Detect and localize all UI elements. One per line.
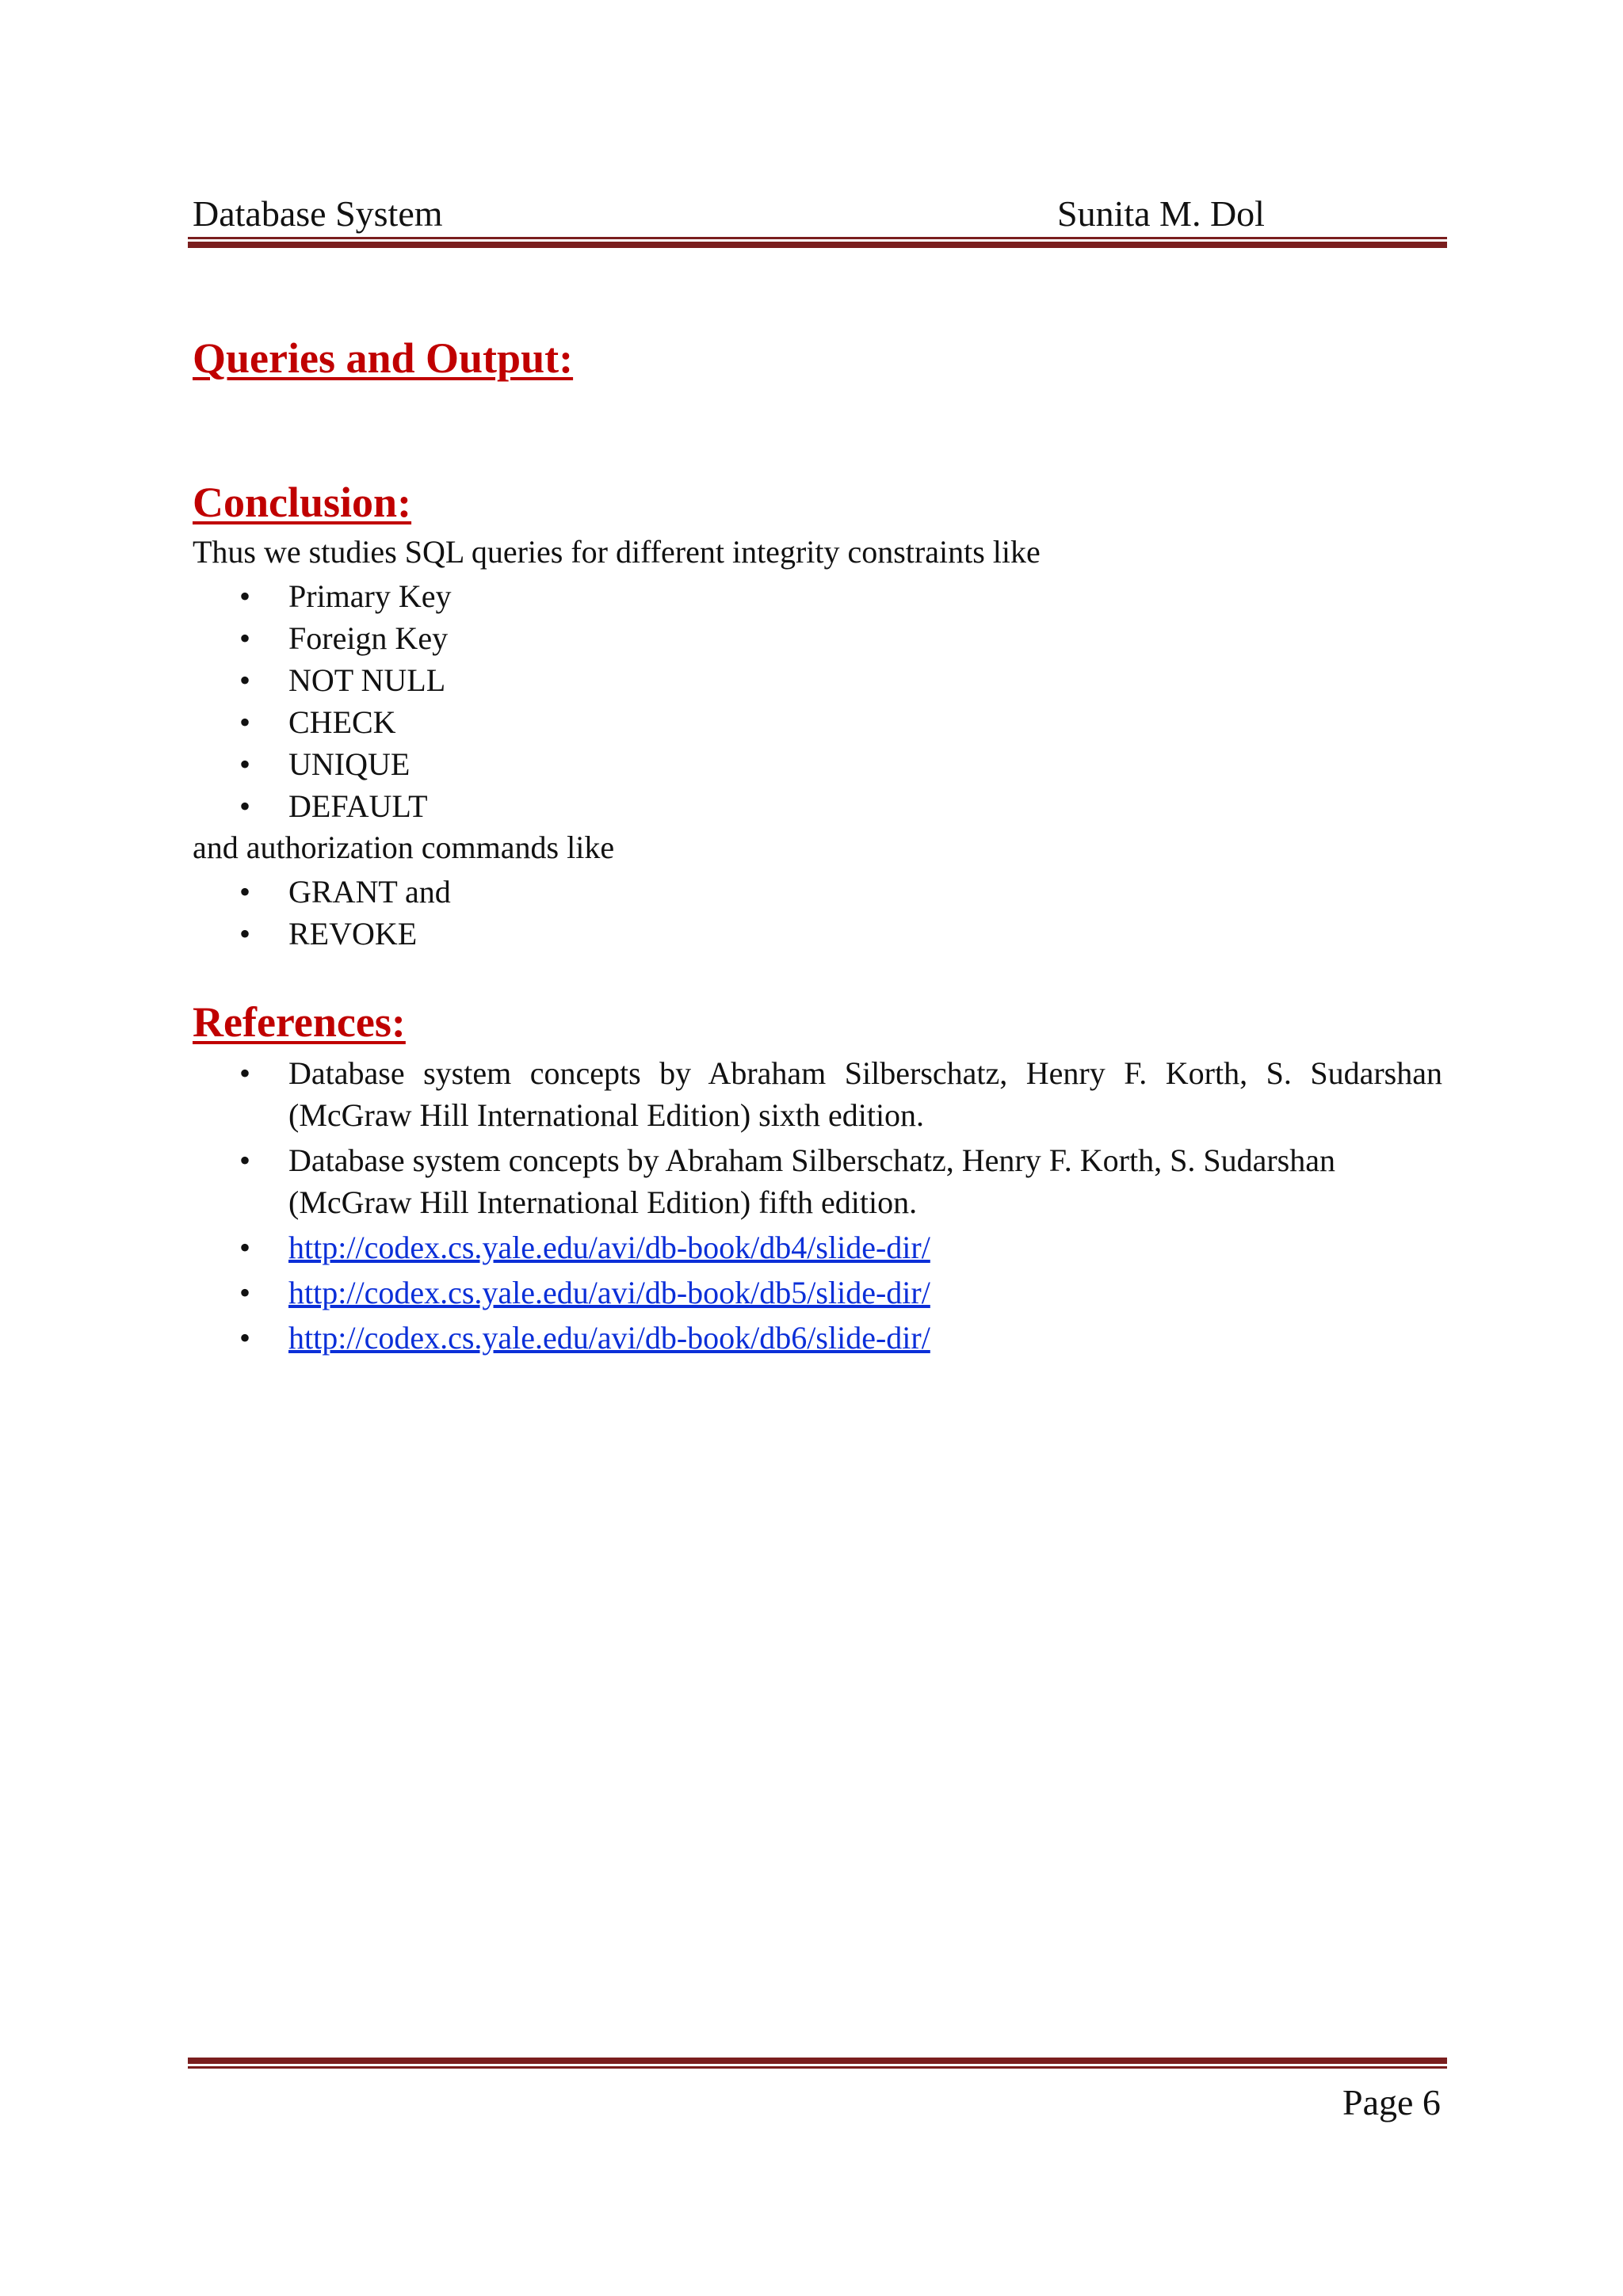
- bullet-icon: •: [239, 1055, 251, 1091]
- list-item: [0, 871, 451, 913]
- constraint-not-null: NOT NULL: [288, 662, 446, 698]
- constraint-foreign-key: Foreign Key: [288, 620, 449, 656]
- reference-link-db4[interactable]: http://codex.cs.yale.edu/avi/db-book/db4/slide-dir/: [288, 1230, 930, 1265]
- auth-grant: GRANT and: [288, 874, 451, 910]
- bullet-icon: •: [239, 916, 251, 952]
- list-item: [0, 1052, 1442, 1136]
- list-item: [0, 1317, 1442, 1359]
- list-item: [0, 1139, 1442, 1223]
- constraint-primary-key: Primary Key: [288, 578, 452, 614]
- bullet-icon: •: [239, 1275, 251, 1310]
- references-list: [0, 1052, 1442, 1362]
- references-heading: References:: [193, 998, 406, 1046]
- list-item: [0, 617, 452, 659]
- list-item: [0, 575, 452, 617]
- header-rule: [188, 237, 1447, 248]
- reference-link-db6[interactable]: http://codex.cs.yale.edu/avi/db-book/db6/slide-dir/: [288, 1320, 930, 1356]
- bullet-icon: •: [239, 788, 251, 824]
- list-item: [0, 785, 452, 827]
- bullet-icon: •: [239, 578, 251, 614]
- list-item: [0, 1226, 1442, 1268]
- list-item: [0, 1272, 1442, 1314]
- bullet-icon: •: [239, 1230, 251, 1265]
- auth-commands-list: [0, 871, 451, 955]
- reference-line: (McGraw Hill International Edition) fifth edition.: [288, 1184, 918, 1220]
- list-item: [0, 659, 452, 701]
- constraint-unique: UNIQUE: [288, 746, 411, 782]
- list-item: [0, 913, 451, 955]
- queries-heading: Queries and Output:: [193, 334, 574, 382]
- reference-link-db5[interactable]: http://codex.cs.yale.edu/avi/db-book/db5/slide-dir/: [288, 1275, 930, 1310]
- reference-line: Database system concepts by Abraham Silberschatz, Henry F. Korth, S. Sudarshan: [288, 1055, 1442, 1091]
- bullet-icon: •: [239, 874, 251, 910]
- conclusion-intro: Thus we studies SQL queries for different integrity constraints like: [193, 534, 1041, 570]
- header-title: Database System: [193, 193, 443, 234]
- bullet-icon: •: [239, 1142, 251, 1178]
- reference-line: Database system concepts by Abraham Silberschatz, Henry F. Korth, S. Sudarshan: [288, 1142, 1335, 1178]
- list-item: [0, 701, 452, 743]
- constraint-check: CHECK: [288, 704, 396, 740]
- constraint-default: DEFAULT: [288, 788, 428, 824]
- auth-revoke: REVOKE: [288, 916, 418, 952]
- auth-intro: and authorization commands like: [193, 830, 615, 865]
- reference-line: (McGraw Hill International Edition) sixth edition.: [288, 1097, 925, 1133]
- page-number: Page 6: [1342, 2082, 1441, 2122]
- list-item: [0, 743, 452, 785]
- constraints-list: [0, 575, 452, 827]
- bullet-icon: •: [239, 746, 251, 782]
- footer-rule: [188, 2058, 1447, 2069]
- bullet-icon: •: [239, 620, 251, 656]
- bullet-icon: •: [239, 1320, 251, 1356]
- bullet-icon: •: [239, 704, 251, 740]
- conclusion-heading: Conclusion:: [193, 479, 412, 526]
- bullet-icon: •: [239, 662, 251, 698]
- header-author: Sunita M. Dol: [1057, 193, 1265, 234]
